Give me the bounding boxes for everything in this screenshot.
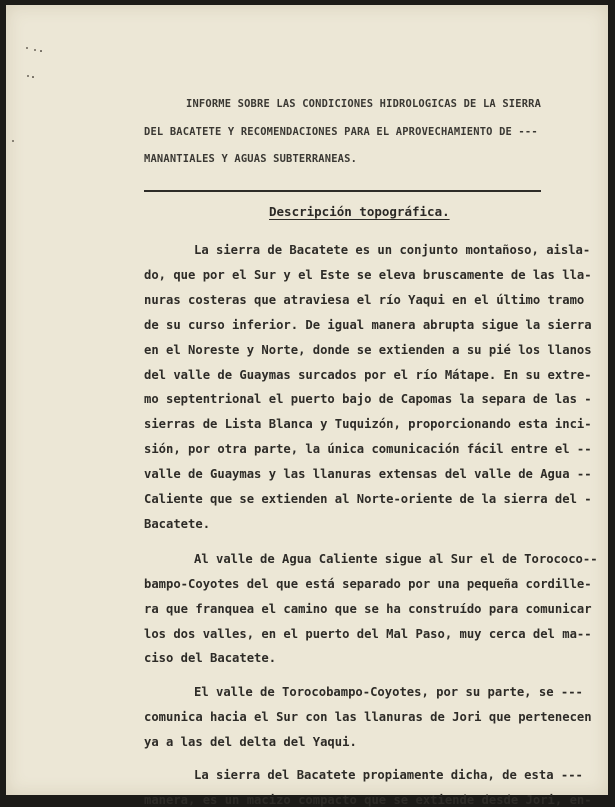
title-divider — [144, 190, 541, 192]
body-line: los dos valles, en el puerto del Mal Paso, muy cerca del ma-- — [144, 626, 592, 641]
body-line: Bacatete. — [144, 516, 211, 531]
body-line: valle de Guaymas y las llanuras extensas del valle de Agua -- — [144, 467, 592, 482]
body-line: sión, por otra parte, la única comunicación fácil entre el -- — [144, 442, 592, 457]
body-line: La sierra de Bacatete es un conjunto montañoso, aisla- — [194, 243, 591, 257]
body-line: sierras de Lista Blanca y Tuquizón, proporcionando esta inci- — [144, 417, 592, 432]
body-line: mo septentrional el puerto bajo de Capomas la separa de las - — [144, 392, 592, 407]
body-line: bampo-Coyotes del que está separado por una pequeña cordille- — [144, 576, 592, 591]
document-title-line-3: MANANTIALES Y AGUAS SUBTERRANEAS. — [144, 153, 358, 165]
document-title-line-2: DEL BACATETE Y RECOMENDACIONES PARA EL APROVECHAMIENTO DE --- — [144, 126, 538, 138]
body-line: en el Noreste y Norte, donde se extienden a su pié los llanos — [144, 342, 592, 357]
speck — [34, 49, 36, 51]
document-title-line-1: INFORME SOBRE LAS CONDICIONES HIDROLOGICAS DE LA SIERRA — [186, 98, 542, 110]
speck — [27, 75, 29, 77]
body-line: ciso del Bacatete. — [144, 651, 277, 666]
body-line: Al valle de Agua Caliente sigue al Sur el de Torococo-- — [194, 551, 598, 566]
body-line: ya a las del delta del Yaqui. — [144, 735, 357, 750]
body-line: nuras costeras que atraviesa el río Yaqui en el último tramo — [144, 292, 585, 307]
section-heading: Descripción topográfica. — [269, 204, 450, 219]
speck — [26, 47, 28, 49]
body-line: manera, es un macizo compacto que se extiende desde Jori, en- — [144, 792, 592, 807]
body-line: El valle de Torocobampo-Coyotes, por su parte, se --- — [194, 685, 583, 700]
speck — [32, 76, 34, 78]
body-line: La sierra del Bacatete propiamente dicha, de esta --- — [194, 768, 583, 782]
body-line: ra que franquea el camino que se ha construído para comunicar — [144, 601, 592, 616]
body-line: comunica hacia el Sur con las llanuras de Jori que pertenecen — [144, 710, 592, 725]
body-line: de su curso inferior. De igual manera abrupta sigue la sierra — [144, 317, 592, 332]
body-line: Caliente que se extienden al Norte-oriente de la sierra del - — [144, 492, 592, 506]
body-line: do, que por el Sur y el Este se eleva bruscamente de las lla- — [144, 267, 592, 282]
body-line: del valle de Guaymas surcados por el río Mátape. En su extre- — [144, 367, 592, 382]
document-page — [6, 5, 608, 807]
speck — [12, 140, 14, 142]
speck — [40, 50, 42, 52]
